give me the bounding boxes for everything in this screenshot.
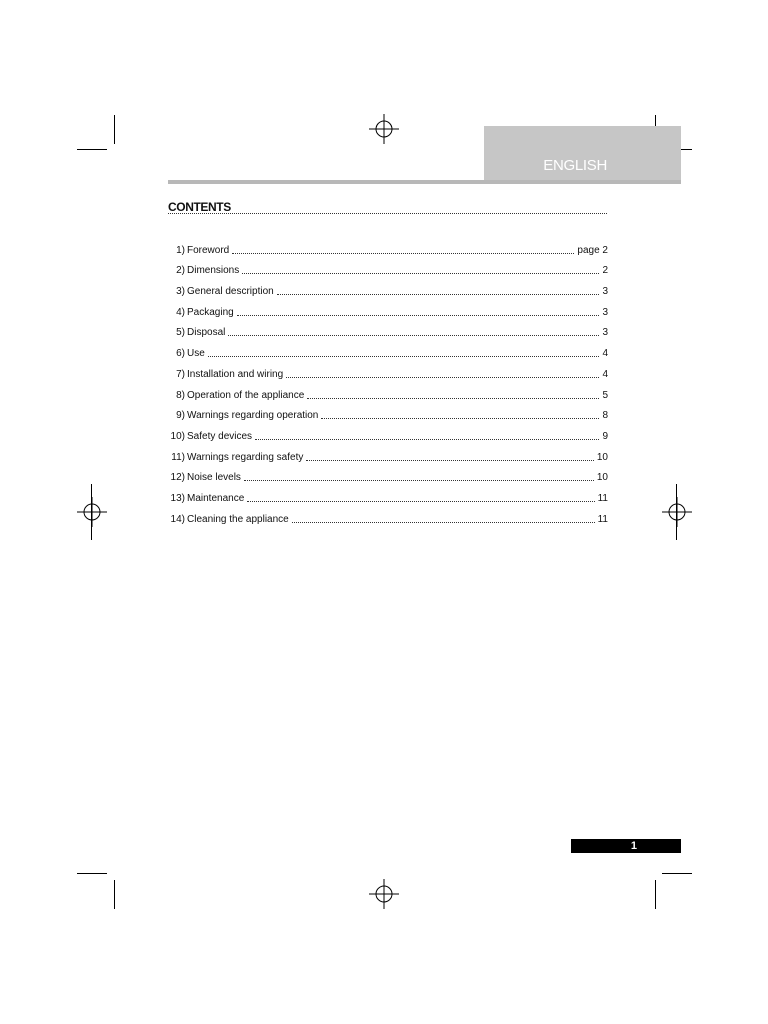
toc-entry-page: 3 xyxy=(602,306,608,318)
crop-mark-bottom-left-v xyxy=(114,880,115,909)
registration-target-bottom-icon xyxy=(369,879,399,909)
toc-entry-page: 5 xyxy=(602,389,608,401)
toc-entry xyxy=(168,297,608,318)
toc-entry xyxy=(168,338,608,359)
crop-mark-bottom-left-h xyxy=(77,873,107,874)
toc-entry-page: 11 xyxy=(597,492,608,504)
toc-entry-number: 2) xyxy=(176,265,185,277)
toc-dot-leader xyxy=(228,334,599,336)
toc-entry-number: 14) xyxy=(170,513,185,525)
toc-entry-page: 2 xyxy=(602,265,608,277)
toc-dot-leader xyxy=(244,479,594,481)
toc-entry-page: 8 xyxy=(602,410,608,422)
toc-entry-page: 4 xyxy=(602,348,608,360)
toc-entry-number: 9) xyxy=(176,410,185,422)
toc-entry xyxy=(168,504,608,525)
toc-entry-number: 5) xyxy=(176,327,185,339)
toc-dot-leader xyxy=(247,500,594,502)
toc-entry-number: 4) xyxy=(176,306,185,318)
toc-entry-title: Operation of the appliance xyxy=(187,389,305,401)
toc-entry xyxy=(168,318,608,339)
toc-entry-title: Warnings regarding safety xyxy=(187,451,304,463)
toc-entry-number: 13) xyxy=(170,492,185,504)
toc-entry-page: page 2 xyxy=(577,244,608,256)
toc-entry-page: 10 xyxy=(596,451,608,463)
toc-entry-page: 4 xyxy=(602,368,608,380)
toc-entry-number: 7) xyxy=(176,368,185,380)
toc-entry-title: Maintenance xyxy=(187,492,245,504)
toc-entry-title: Warnings regarding operation xyxy=(187,410,319,422)
toc-dot-leader xyxy=(321,417,599,419)
toc-entry-page: 11 xyxy=(597,513,608,525)
toc-entry-number: 10) xyxy=(170,430,185,442)
toc-entry-number: 6) xyxy=(176,348,185,360)
crop-mark-top-left-h xyxy=(77,149,107,150)
header-rule xyxy=(168,180,681,184)
toc-entry-title: Dimensions xyxy=(187,265,240,277)
toc-entry xyxy=(168,256,608,277)
page-number: 1 xyxy=(630,840,637,852)
toc-dot-leader xyxy=(277,293,600,295)
toc-entry-title: Cleaning the appliance xyxy=(187,513,289,525)
toc-dot-leader xyxy=(286,376,599,378)
crop-mark-bottom-right-v xyxy=(655,880,656,909)
table-of-contents xyxy=(168,235,608,525)
toc-entry-number: 3) xyxy=(176,286,185,298)
registration-target-top-icon xyxy=(369,114,399,144)
crop-mark-bottom-right-h xyxy=(662,873,692,874)
registration-target-right-icon xyxy=(662,497,692,527)
toc-entry xyxy=(168,380,608,401)
toc-entry-title: Disposal xyxy=(187,327,226,339)
toc-dot-leader xyxy=(292,521,595,523)
toc-entry xyxy=(168,359,608,380)
toc-entry xyxy=(168,442,608,463)
toc-entry-number: 8) xyxy=(176,389,185,401)
toc-dot-leader xyxy=(242,272,599,274)
toc-entry-title: Use xyxy=(187,348,205,360)
toc-entry xyxy=(168,276,608,297)
toc-entry xyxy=(168,401,608,422)
toc-entry xyxy=(168,235,608,256)
language-label: ENGLISH xyxy=(543,157,607,174)
toc-entry-title: Foreword xyxy=(187,244,230,256)
registration-line-right xyxy=(676,484,677,540)
toc-entry-title: Noise levels xyxy=(187,472,241,484)
toc-entry-title: Safety devices xyxy=(187,430,253,442)
toc-entry-number: 11) xyxy=(171,451,185,463)
language-band xyxy=(484,126,681,184)
toc-entry-page: 9 xyxy=(602,430,608,442)
toc-dot-leader xyxy=(208,355,600,357)
toc-entry-title: Installation and wiring xyxy=(187,368,284,380)
toc-entry-page: 3 xyxy=(602,286,608,298)
registration-line-left xyxy=(91,484,92,540)
contents-underline xyxy=(168,213,607,214)
registration-target-left-icon xyxy=(77,497,107,527)
toc-entry-number: 12) xyxy=(170,472,185,484)
toc-entry-number: 1) xyxy=(176,244,185,256)
crop-mark-top-left-v xyxy=(114,115,115,144)
toc-entry xyxy=(168,421,608,442)
toc-entry xyxy=(168,463,608,484)
contents-heading: CONTENTS xyxy=(168,200,231,214)
toc-dot-leader xyxy=(232,252,574,254)
toc-entry-title: Packaging xyxy=(187,306,234,318)
toc-dot-leader xyxy=(306,459,594,461)
toc-entry xyxy=(168,483,608,504)
toc-dot-leader xyxy=(307,397,599,399)
toc-dot-leader xyxy=(255,438,599,440)
toc-dot-leader xyxy=(237,314,600,316)
toc-entry-title: General description xyxy=(187,286,274,298)
toc-entry-page: 10 xyxy=(596,472,608,484)
toc-entry-page: 3 xyxy=(602,327,608,339)
